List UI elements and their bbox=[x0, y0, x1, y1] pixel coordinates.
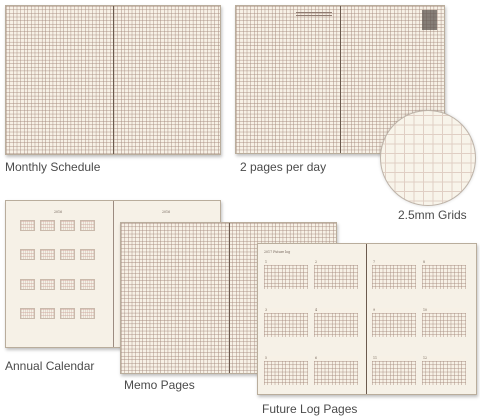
month-number: 9 bbox=[373, 308, 376, 312]
future-log-month-box bbox=[372, 260, 416, 289]
mini-month-calendar bbox=[60, 308, 75, 319]
caption-future-log: Future Log Pages bbox=[262, 402, 358, 416]
future-log-spread bbox=[257, 243, 477, 395]
annual-left-year: 2016 bbox=[54, 210, 63, 214]
mini-month-calendar bbox=[80, 308, 95, 319]
month-grid bbox=[264, 265, 308, 289]
future-log-month-box bbox=[314, 308, 358, 337]
month-number: 8 bbox=[423, 260, 426, 264]
caption-two-pages-per-day: 2 pages per day bbox=[240, 160, 327, 174]
future-log-month-box bbox=[372, 356, 416, 385]
future-log-month-box bbox=[264, 260, 308, 289]
mini-month-calendar bbox=[20, 249, 35, 260]
monthly-schedule-spread bbox=[5, 5, 221, 155]
month-number: 2 bbox=[315, 260, 318, 264]
caption-annual-calendar: Annual Calendar bbox=[5, 359, 95, 373]
month-number: 7 bbox=[373, 260, 376, 264]
mini-month-calendar bbox=[80, 220, 95, 231]
grid-magnifier-circle bbox=[380, 110, 476, 206]
date-header-line bbox=[296, 12, 332, 16]
month-number: 4 bbox=[315, 308, 318, 312]
month-grid bbox=[264, 313, 308, 337]
spread-gutter bbox=[366, 244, 367, 394]
month-number: 6 bbox=[315, 356, 318, 360]
mini-month-calendar bbox=[20, 279, 35, 290]
spread-gutter bbox=[113, 201, 114, 347]
month-grid bbox=[372, 265, 416, 289]
spread-gutter bbox=[340, 6, 341, 153]
mini-calendar bbox=[422, 10, 437, 30]
future-log-month-box bbox=[264, 308, 308, 337]
month-number: 5 bbox=[265, 356, 268, 360]
mini-month-calendar bbox=[40, 279, 55, 290]
mini-month-calendar bbox=[20, 308, 35, 319]
month-grid bbox=[314, 265, 358, 289]
spread-gutter bbox=[113, 6, 114, 154]
mini-month-calendar bbox=[20, 220, 35, 231]
future-log-month-box bbox=[314, 260, 358, 289]
mini-month-calendar bbox=[60, 279, 75, 290]
month-grid bbox=[372, 361, 416, 385]
month-number: 3 bbox=[265, 308, 268, 312]
caption-monthly-schedule: Monthly Schedule bbox=[5, 160, 101, 174]
mini-month-calendar bbox=[40, 220, 55, 231]
future-log-month-box bbox=[422, 356, 466, 385]
month-number: 11 bbox=[373, 356, 378, 360]
mini-month-calendar bbox=[40, 308, 55, 319]
month-number: 10 bbox=[423, 308, 428, 312]
caption-memo-pages: Memo Pages bbox=[124, 378, 195, 392]
mini-month-calendar bbox=[80, 249, 95, 260]
future-log-month-box bbox=[264, 356, 308, 385]
mini-month-calendar bbox=[80, 279, 95, 290]
month-number: 12 bbox=[423, 356, 428, 360]
future-log-month-box bbox=[422, 308, 466, 337]
mini-month-calendar bbox=[60, 220, 75, 231]
caption-grids: 2.5mm Grids bbox=[398, 208, 467, 222]
month-grid bbox=[422, 265, 466, 289]
month-grid bbox=[314, 361, 358, 385]
future-log-month-box bbox=[422, 260, 466, 289]
month-number: 1 bbox=[265, 260, 268, 264]
future-log-month-box bbox=[314, 356, 358, 385]
annual-right-year: 2016 bbox=[162, 210, 171, 214]
month-grid bbox=[422, 361, 466, 385]
future-log-title: 2017 Future log bbox=[264, 250, 291, 254]
future-log-month-box bbox=[372, 308, 416, 337]
month-grid bbox=[314, 313, 358, 337]
spread-gutter bbox=[229, 223, 230, 373]
month-grid bbox=[422, 313, 466, 337]
month-grid bbox=[372, 313, 416, 337]
mini-month-calendar bbox=[40, 249, 55, 260]
month-grid bbox=[264, 361, 308, 385]
mini-month-calendar bbox=[60, 249, 75, 260]
